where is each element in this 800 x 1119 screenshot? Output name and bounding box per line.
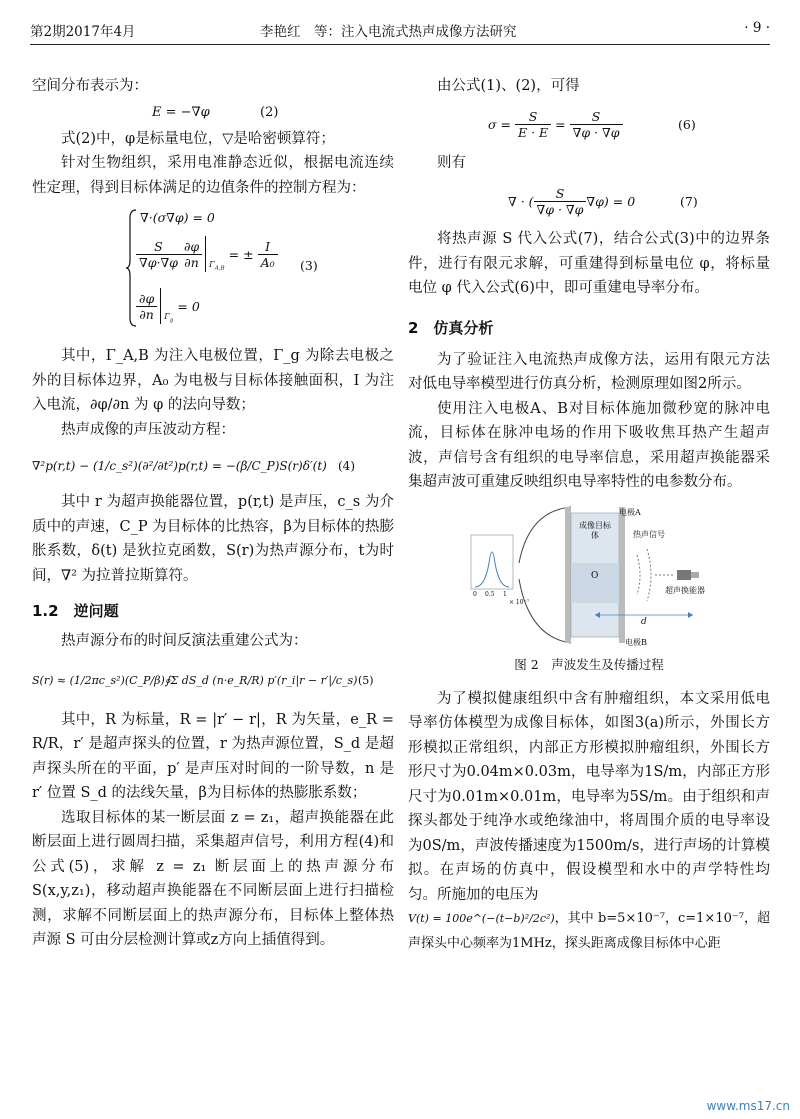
equation-3-number: (3) — [300, 258, 318, 273]
para-electrodes: 使用注入电极A、B对目标体施加微秒宽的脉冲电流，目标体在脉冲电场的作用下吸收焦耳热产生超声波，声信号含有组织的电导率信息，采用超声换能器采集超声波可重建反映组织电导率特性的电参数分布。 — [408, 400, 770, 490]
fig2-tick-3: × 10⁻⁷ — [509, 598, 530, 606]
para-voltage-text: ，其中 b=5×10⁻⁷，c=1×10⁻⁷，超声探头中心频率为1MHz，探头距离成像目标体中心距 — [408, 911, 770, 951]
header-page-number: · 9 · — [744, 20, 770, 36]
fig2-electrode-b: 电极B — [625, 637, 647, 647]
para-space-dist: 空间分布表示为： — [32, 78, 148, 94]
para-eq4-desc: 其中 r 为超声换能器位置，p(r,t) 是声压，c_s 为介质中的声速，C_P 为目标体的比热容，β为目标体的热膨胀系数，δ(t) 是狄拉克函数，S(r)为热声源分布，t为时间，∇² 为拉普拉斯算符。 — [32, 494, 394, 584]
voltage-equation: V(t) = 100e^(−(t−b)²/2c²) — [408, 912, 555, 925]
equation-7 — [408, 175, 770, 227]
equation-5 — [32, 654, 394, 708]
para-time-reversal: 热声源分布的时间反演法重建公式为： — [61, 633, 308, 649]
equation-2-number: (2) — [260, 104, 279, 120]
para-substitute: 将热声源 S 代入公式(7)，结合公式(3)中的边界条件，进行有限元求解，可重建得到标量电位 φ，将标量电位 φ 代入公式(6)中，即可重建电导率分布。 — [408, 231, 770, 296]
figure-2-caption: 图 2 声波发生及传播过程 — [514, 656, 664, 672]
equation-6: σ = $\frac{S}{E \cdot E}$ = $\frac{S}{\nabla\varphi \cdot \nabla\varphi}$ (6) — [488, 109, 696, 140]
equation-4-body: ∇²p(r,t) − (1/c_s²)(∂²/∂t²)p(r,t) = −(β/C_P)S(r)δ′(t) — [32, 459, 327, 473]
right-column — [408, 56, 770, 956]
para-voltage — [408, 907, 770, 956]
para-scan: 选取目标体的某一断层面 z = z₁，超声换能器在此断层面上进行圆周扫描，采集超声信号，利用方程(4)和公式(5)，求解 z = z₁ 断层面上的热声源分布 S(x,y,z₁)，移动超声换能器在不同断层面上进行扫描检测，求解不同断层面上的热声源分布，目标体上整体热声源 S 可由分层检测计算或z方向上插值得到。 — [32, 809, 394, 948]
header-issue: 第2期2017年4月 — [30, 24, 136, 40]
eq7-left: ∇ · ( — [508, 193, 534, 209]
fig2-electrode-a: 电极A — [619, 507, 641, 517]
eq6-lhs: σ = — [488, 117, 511, 132]
equation-3 — [32, 206, 394, 332]
equation-2-body: E = −∇φ — [152, 104, 210, 120]
eq3-zero: = 0 — [177, 298, 200, 314]
section-2-heading: 2 仿真分析 — [408, 318, 494, 337]
fig2-tick-0: 0 — [473, 590, 477, 598]
equation-6-number: (6) — [678, 117, 696, 132]
para-eq3-desc: 其中，Γ_A,B 为注入电极位置，Γ_g 为除去电极之外的目标体边界，A₀ 为电极与目标体接触面积，I 为注入电流，∂φ/∂n 为 φ 的法向导数； — [32, 348, 394, 413]
fig2-transducer-label: 超声换能器 — [665, 585, 705, 595]
header-rule — [30, 44, 770, 45]
fig2-signal-label: 热声信号 — [633, 529, 665, 539]
watermark: www.ms17.cn — [706, 1099, 790, 1113]
equation-5-number: (5) — [358, 673, 374, 687]
para-wave-eq: 热声成像的声压波动方程： — [61, 421, 235, 438]
page-header — [30, 20, 770, 42]
fig2-distance: d — [641, 616, 647, 627]
eq7-den: ∇φ · ∇φ — [536, 201, 584, 217]
eq6-num1: S — [515, 109, 551, 125]
para-verify: 为了验证注入电流热声成像方法，运用有限元方法对低电导率模型进行仿真分析，检测原理如图2所示。 — [408, 351, 770, 392]
left-column — [32, 56, 394, 953]
eq3-S: S — [136, 239, 181, 255]
equation-7-number: (7) — [680, 193, 698, 209]
para-eq2-desc: 式(2)中，φ是标量电位，▽是哈密顿算符； — [61, 130, 335, 147]
para-then: 则有 — [437, 154, 466, 171]
equation-2 — [32, 99, 394, 127]
equation-3-line1: ∇·(σ∇φ) = 0 — [140, 210, 215, 225]
eq3-I: I — [258, 239, 278, 255]
fig2-tick-2: 1 — [503, 590, 507, 598]
para-eq5-desc: 其中，R 为标量，R = |r′ − r|，R 为矢量，e_R = R/R，r′ 是超声探头的位置，r 为热声源位置，S_d 是超声探头所在的平面，p′ 是声压对时间的一阶导数，n 是 r′ 位置 S_d 的法线矢量，β为目标体的热膨胀系数； — [32, 711, 394, 801]
section-1-2-heading: 1.2 逆问题 — [32, 602, 119, 620]
eq3-A0: A₀ — [260, 254, 275, 270]
eq7-num: S — [534, 186, 587, 202]
equation-3-line3: $\frac{\partial\varphi}{\partial n}$ $_{\Gamma_g}$ = 0 — [136, 288, 200, 324]
fig2-origin: O — [591, 570, 599, 581]
eq6-den1: E · E — [517, 125, 549, 140]
fig2-target-label: 成像目标体 — [579, 520, 611, 540]
figure-2 — [469, 503, 709, 651]
para-control-eq: 针对生物组织，采用电准静态近似，根据电流连续性定理，得到目标体满足的边值条件的控制方程为： — [32, 155, 394, 196]
para-from-eq: 由公式(1)、(2)，可得 — [437, 78, 580, 94]
eq3-grad: ∇φ·∇φ — [139, 254, 178, 270]
fig2-tick-1: 0.5 — [485, 590, 495, 598]
equation-5-body: S(r) ≈ (1/2πc_s²)(C_P/β)∮Σ dS_d (n·e_R/R) p′(r_i|r − r′|/c_s) — [32, 673, 358, 687]
eq6-num2: S — [570, 109, 623, 125]
equation-3-line2: $\frac{S}{\nabla\varphi\cdot\nabla\varphi}$ $\frac{\partial\varphi}{\partial n}$ $_{\Gamma_{A,B}}$ = ± $\frac{I}{\text{A₀}}$ — [136, 236, 278, 272]
eq6-den2: ∇φ · ∇φ — [572, 125, 620, 140]
eq3-pm: = ± — [228, 246, 254, 262]
para-phantom: 为了模拟健康组织中含有肿瘤组织，本文采用低电导率仿体模型为成像目标体，如图3(a)所示，外围长方形模拟正常组织，内部正方形模拟肿瘤组织，外围长方形尺寸为0.04m×0.03m，电导率为1S/m，内部正方形尺寸为0.01m×0.01m，电导率为5S/m。由于组织和声探头都处于纯净水或绝缘油中，将周围介质的电导率设为0S/m，声波传播速度为1500m/s，进行声场的计算模拟。在声场的仿真中，假设模型和水中的声学特性均匀。所施加的电压为 — [408, 690, 770, 903]
equation-4 — [32, 442, 394, 490]
eq7-right: ∇φ) = 0 — [586, 193, 636, 209]
header-title: 李艳红 等：注入电流式热声成像方法研究 — [260, 24, 517, 40]
equation-4-number: (4) — [338, 459, 355, 473]
